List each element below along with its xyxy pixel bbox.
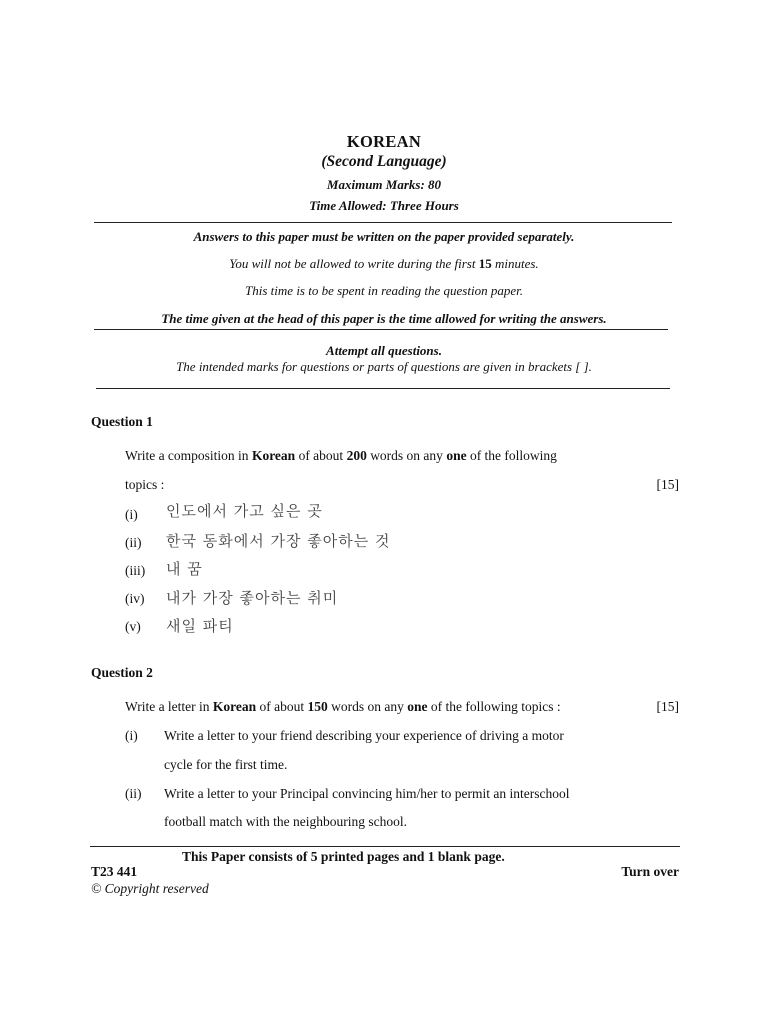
- instruction-reading-purpose: This time is to be spent in reading the question paper.: [245, 283, 523, 298]
- instruction-time-note: The time given at the head of this paper is the time allowed for writing the answers.: [161, 311, 607, 326]
- topic-korean-text: 새일 파티: [166, 617, 234, 635]
- header-divider: [94, 222, 672, 223]
- question-1-prompt: Write a composition in Korean of about 200 words on any one of the following: [125, 448, 557, 463]
- instructions-end-divider: [96, 388, 670, 389]
- instruction-marks-note: The intended marks for questions or parts of questions are given in brackets [ ].: [176, 359, 592, 374]
- topic-korean-text: 내가 가장 좋아하는 취미: [166, 589, 339, 607]
- question-1-topics-label: topics :: [125, 477, 165, 492]
- time-allowed: Time Allowed: Three Hours: [309, 198, 459, 213]
- instruction-attempt-all: Attempt all questions.: [326, 343, 442, 358]
- pages-note: This Paper consists of 5 printed pages and 1 blank page.: [182, 849, 505, 864]
- paper-title: KOREAN: [346, 132, 422, 151]
- question-2-marks: [15]: [656, 699, 679, 714]
- question-2-heading: Question 2: [91, 665, 153, 680]
- letter-topic-line: Write a letter to your Principal convincing him/her to permit an interschool: [164, 786, 570, 801]
- footer-divider: [90, 846, 680, 847]
- letter-topic-line: Write a letter to your friend describing your experience of driving a motor: [164, 728, 564, 743]
- letter-topic-line: football match with the neighbouring school.: [164, 814, 407, 829]
- question-2-prompt: Write a letter in Korean of about 150 words on any one of the following topics :: [125, 699, 561, 714]
- copyright-notice: © Copyright reserved: [91, 881, 209, 896]
- paper-subtitle: (Second Language): [321, 153, 447, 170]
- question-1-marks: [15]: [656, 477, 679, 492]
- letter-topic-number: (ii): [125, 786, 142, 801]
- instruction-answers: Answers to this paper must be written on the paper provided separately.: [193, 229, 575, 244]
- maximum-marks: Maximum Marks: 80: [326, 177, 442, 192]
- topic-number: (v): [125, 619, 141, 634]
- topic-number: (iv): [125, 591, 145, 606]
- instructions-divider: [94, 329, 668, 330]
- topic-korean-text: 한국 동화에서 가장 좋아하는 것: [166, 532, 391, 550]
- instruction-reading-time: You will not be allowed to write during the first 15 minutes.: [229, 256, 539, 271]
- letter-topic-number: (i): [125, 728, 138, 743]
- paper-code: T23 441: [91, 864, 138, 879]
- turn-over-label: Turn over: [621, 864, 679, 879]
- topic-korean-text: 인도에서 가고 싶은 곳: [166, 502, 323, 520]
- topic-number: (i): [125, 507, 138, 522]
- letter-topic-line: cycle for the first time.: [164, 757, 288, 772]
- topic-number: (iii): [125, 563, 146, 578]
- question-1-heading: Question 1: [91, 414, 153, 429]
- topic-number: (ii): [125, 535, 142, 550]
- topic-korean-text: 내 꿈: [166, 560, 203, 578]
